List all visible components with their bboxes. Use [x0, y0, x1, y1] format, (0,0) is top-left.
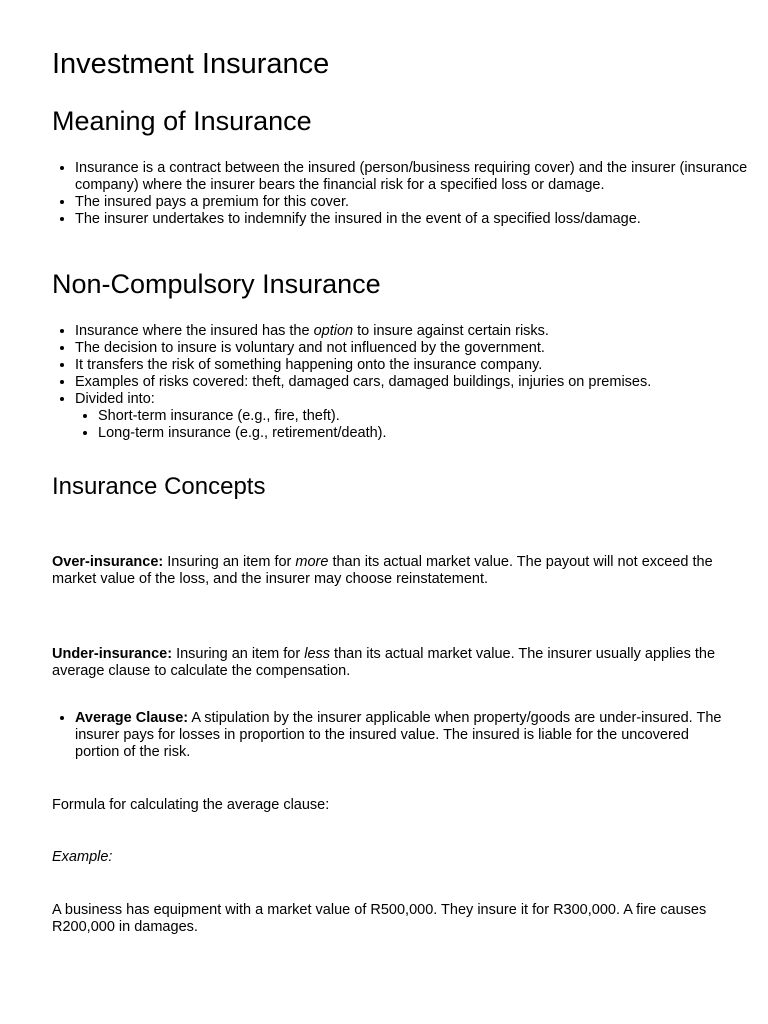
paragraph-text: than its actual market value. The payout will not exceed the market value of the loss, and the insurer may choose reinstatement.: [52, 554, 713, 587]
average-clause-term: Average Clause:: [75, 710, 189, 726]
sub-list-item: • Long-term insurance (e.g., retirement/death).: [98, 425, 755, 442]
list-item: [75, 710, 735, 761]
divided-label: Divided into:: [75, 391, 155, 407]
example-text: A business has equipment with a market value of R500,000. They insure it for R300,000. A fire causes R200,000 in damages.: [52, 902, 707, 935]
over-insurance-paragraph: [52, 554, 720, 588]
emphasis-text: less: [304, 646, 331, 662]
list-item: • The decision to insure is voluntary and not influenced by the government.: [75, 340, 755, 357]
list-item: [75, 323, 755, 340]
item-text: A stipulation by the insurer applicable when property/goods are under-insured. The insurer pays for losses in proportion to the insured value. The insured is liable for the uncovered portion of the risk.: [75, 710, 722, 760]
paragraph-text: Insuring an item for: [172, 646, 305, 662]
formula-label: Formula for calculating the average clause:: [52, 797, 330, 813]
list-item: • It transfers the risk of something happening onto the insurance company.: [75, 357, 755, 374]
item-text: to insure against certain risks.: [353, 323, 549, 339]
emphasis-text: more: [295, 554, 329, 570]
list-item: • Insurance is a contract between the insured (person/business requiring cover) and the insurer (insurance company) where the insurer bears the financial risk for a specified loss or damage.: [75, 160, 755, 194]
page-title: Investment Insurance: [52, 48, 330, 80]
sub-list-item: • Short-term insurance (e.g., fire, theft).: [98, 408, 755, 425]
under-insurance-term: Under-insurance:: [52, 646, 173, 662]
item-text: Insurance where the insured has the: [75, 323, 314, 339]
non-compulsory-list: [52, 323, 755, 442]
example-label-text: Example:: [52, 849, 113, 865]
heading-non-compulsory-insurance: Non-Compulsory Insurance: [52, 269, 381, 299]
meaning-list: [52, 160, 755, 228]
paragraph-text: than its actual market value. The insurer usually applies the average clause to calculate the compensation.: [52, 646, 716, 679]
list-item: • The insurer undertakes to indemnify the insured in the event of a specified loss/damage.: [75, 211, 755, 228]
list-item: [75, 391, 755, 442]
average-clause-list: [52, 710, 735, 761]
sub-list: [75, 408, 755, 442]
example-label: [52, 849, 720, 866]
under-insurance-paragraph: [52, 646, 720, 680]
emphasis-text: option: [313, 323, 354, 339]
heading-insurance-concepts: Insurance Concepts: [52, 473, 266, 500]
list-item: • The insured pays a premium for this cover.: [75, 194, 755, 211]
over-insurance-term: Over-insurance:: [52, 554, 164, 570]
heading-meaning-of-insurance: Meaning of Insurance: [52, 106, 312, 136]
list-item: • Examples of risks covered: theft, damaged cars, damaged buildings, injuries on premises.: [75, 374, 755, 391]
paragraph-text: Insuring an item for: [163, 554, 296, 570]
